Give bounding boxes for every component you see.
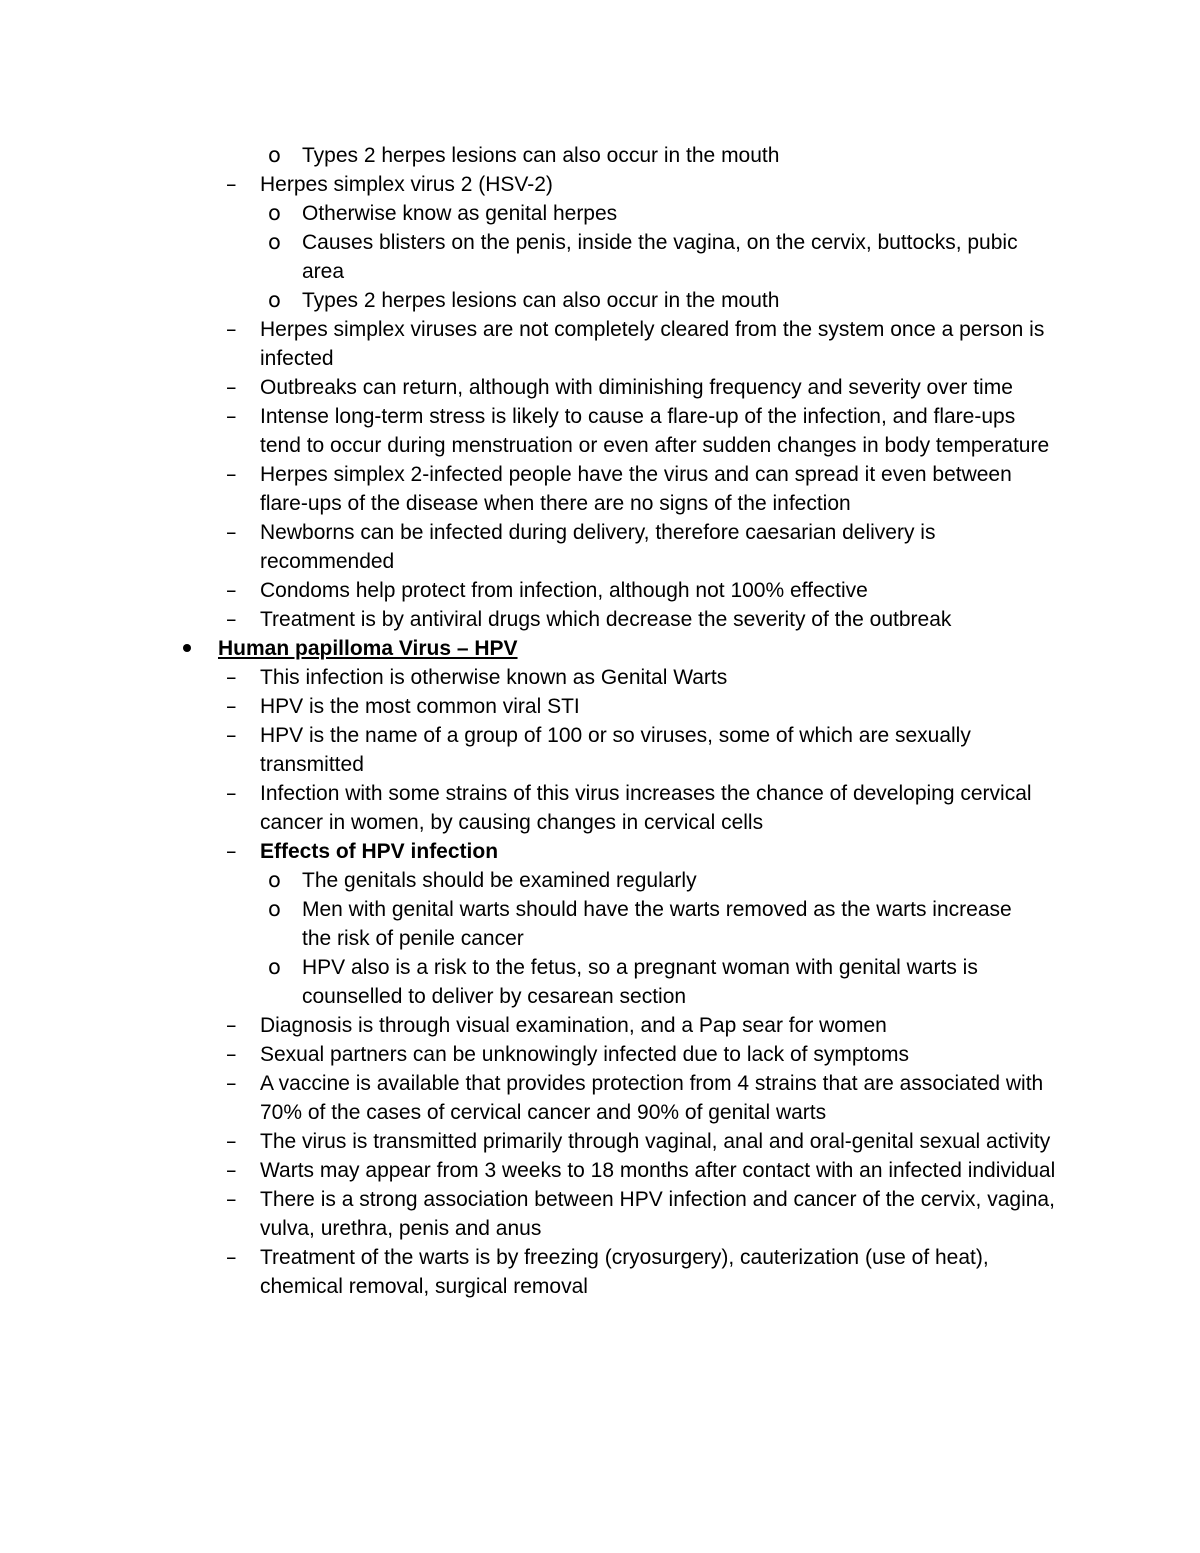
dash-bullet-icon: – <box>226 404 237 428</box>
list-item-text: Herpes simplex 2-infected people have the virus and can spread it even between flare-ups of the disease when there are no signs of the infection <box>260 463 1012 515</box>
dash-list-item <box>0 402 1060 460</box>
circle-bullet-icon: o <box>268 868 281 892</box>
list-item-text: Men with genital warts should have the warts removed as the warts increase the risk of penile cancer <box>302 898 1012 950</box>
dash-list-item <box>0 460 1060 518</box>
circle-bullet-icon: o <box>268 897 281 921</box>
list-item-text: Types 2 herpes lesions can also occur in the mouth <box>302 144 780 167</box>
dash-list-item <box>0 779 1060 837</box>
section-heading-item <box>0 634 1060 663</box>
dash-list-item <box>0 605 1060 634</box>
dash-bullet-icon: – <box>226 172 237 196</box>
dash-list-item <box>0 1156 1060 1185</box>
list-item-text: The virus is transmitted primarily through vaginal, anal and oral-genital sexual activity <box>260 1130 1051 1153</box>
list-item-text: There is a strong association between HPV infection and cancer of the cervix, vagina, vulva, urethra, penis and anus <box>260 1188 1055 1240</box>
dash-list-item <box>0 663 1060 692</box>
sub-list-item <box>0 953 1042 1011</box>
dash-bullet-icon: – <box>226 1187 237 1211</box>
dash-bullet-icon: – <box>226 1245 237 1269</box>
dash-list-item <box>0 518 1060 576</box>
sub-list-item <box>0 199 1042 228</box>
list-item-text: Effects of HPV infection <box>260 840 499 863</box>
dash-list-item <box>0 692 1060 721</box>
document-page <box>0 141 1200 1301</box>
circle-bullet-icon: o <box>268 201 281 225</box>
list-item-text: Condoms help protect from infection, although not 100% effective <box>260 579 868 602</box>
list-item-text: Herpes simplex viruses are not completely cleared from the system once a person is infected <box>260 318 1045 370</box>
dash-bullet-icon: – <box>226 723 237 747</box>
dash-list-item <box>0 1040 1060 1069</box>
dash-list-item <box>0 837 1060 866</box>
sub-list-item <box>0 286 1042 315</box>
list-item-text: Outbreaks can return, although with diminishing frequency and severity over time <box>260 376 1013 399</box>
list-item-text: HPV also is a risk to the fetus, so a pregnant woman with genital warts is counselled to deliver by cesarean section <box>302 956 978 1008</box>
circle-bullet-icon: o <box>268 143 281 167</box>
circle-bullet-icon: o <box>268 230 281 254</box>
dash-bullet-icon: – <box>226 317 237 341</box>
dash-bullet-icon: – <box>226 839 237 863</box>
dash-bullet-icon: – <box>226 694 237 718</box>
dash-bullet-icon: – <box>226 1013 237 1037</box>
dash-bullet-icon: – <box>226 520 237 544</box>
list-item-text: The genitals should be examined regularly <box>302 869 697 892</box>
list-item-text: HPV is the name of a group of 100 or so viruses, some of which are sexually transmitted <box>260 724 971 776</box>
circle-bullet-icon: o <box>268 288 281 312</box>
section-heading: Human papilloma Virus – HPV <box>218 637 518 660</box>
list-item-text: This infection is otherwise known as Genital Warts <box>260 666 728 689</box>
list-item-text: Warts may appear from 3 weeks to 18 months after contact with an infected individual <box>260 1159 1056 1182</box>
dash-list-item <box>0 1127 1060 1156</box>
dash-bullet-icon: – <box>226 1071 237 1095</box>
dash-bullet-icon: – <box>226 375 237 399</box>
list-item-text: A vaccine is available that provides protection from 4 strains that are associated with 70% of the cases of cervical cancer and 90% of genital warts <box>260 1072 1044 1124</box>
dash-bullet-icon: – <box>226 781 237 805</box>
dash-list-item <box>0 170 1060 199</box>
dash-bullet-icon: – <box>226 665 237 689</box>
dash-bullet-icon: – <box>226 1158 237 1182</box>
dash-list-item <box>0 315 1060 373</box>
list-item-text: Newborns can be infected during delivery, therefore caesarian delivery is recommended <box>260 521 936 573</box>
sub-list-item <box>0 141 1042 170</box>
dash-bullet-icon: – <box>226 578 237 602</box>
list-item-text: Otherwise know as genital herpes <box>302 202 618 225</box>
sub-list-item <box>0 228 1042 286</box>
circle-bullet-icon: o <box>268 955 281 979</box>
dash-list-item <box>0 576 1060 605</box>
dash-list-item <box>0 1069 1060 1127</box>
sub-list-item <box>0 866 1042 895</box>
list-item-text: Sexual partners can be unknowingly infected due to lack of symptoms <box>260 1043 910 1066</box>
list-item-text: Types 2 herpes lesions can also occur in the mouth <box>302 289 780 312</box>
dash-list-item <box>0 721 1060 779</box>
dash-list-item <box>0 1185 1060 1243</box>
dash-bullet-icon: – <box>226 607 237 631</box>
list-item-text: Herpes simplex virus 2 (HSV-2) <box>260 173 553 196</box>
list-item-text: Treatment is by antiviral drugs which decrease the severity of the outbreak <box>260 608 952 631</box>
dash-list-item <box>0 373 1060 402</box>
dash-bullet-icon: – <box>226 462 237 486</box>
list-item-text: HPV is the most common viral STI <box>260 695 580 718</box>
bullet-icon <box>183 634 213 663</box>
list-item-text: Treatment of the warts is by freezing (cryosurgery), cauterization (use of heat), chemical removal, surgical removal <box>260 1246 989 1298</box>
sub-list-item <box>0 895 1042 953</box>
list-item-text: Infection with some strains of this virus increases the chance of developing cervical cancer in women, by causing changes in cervical cells <box>260 782 1032 834</box>
dash-bullet-icon: – <box>226 1129 237 1153</box>
list-item-text: Diagnosis is through visual examination, and a Pap sear for women <box>260 1014 887 1037</box>
dash-list-item <box>0 1011 1060 1040</box>
dash-bullet-icon: – <box>226 1042 237 1066</box>
list-item-text: Causes blisters on the penis, inside the vagina, on the cervix, buttocks, pubic area <box>302 231 1018 283</box>
dash-list-item <box>0 1243 1060 1301</box>
list-item-text: Intense long-term stress is likely to cause a flare-up of the infection, and flare-ups tend to occur during menstruation or even after sudden changes in body temperature <box>260 405 1050 457</box>
